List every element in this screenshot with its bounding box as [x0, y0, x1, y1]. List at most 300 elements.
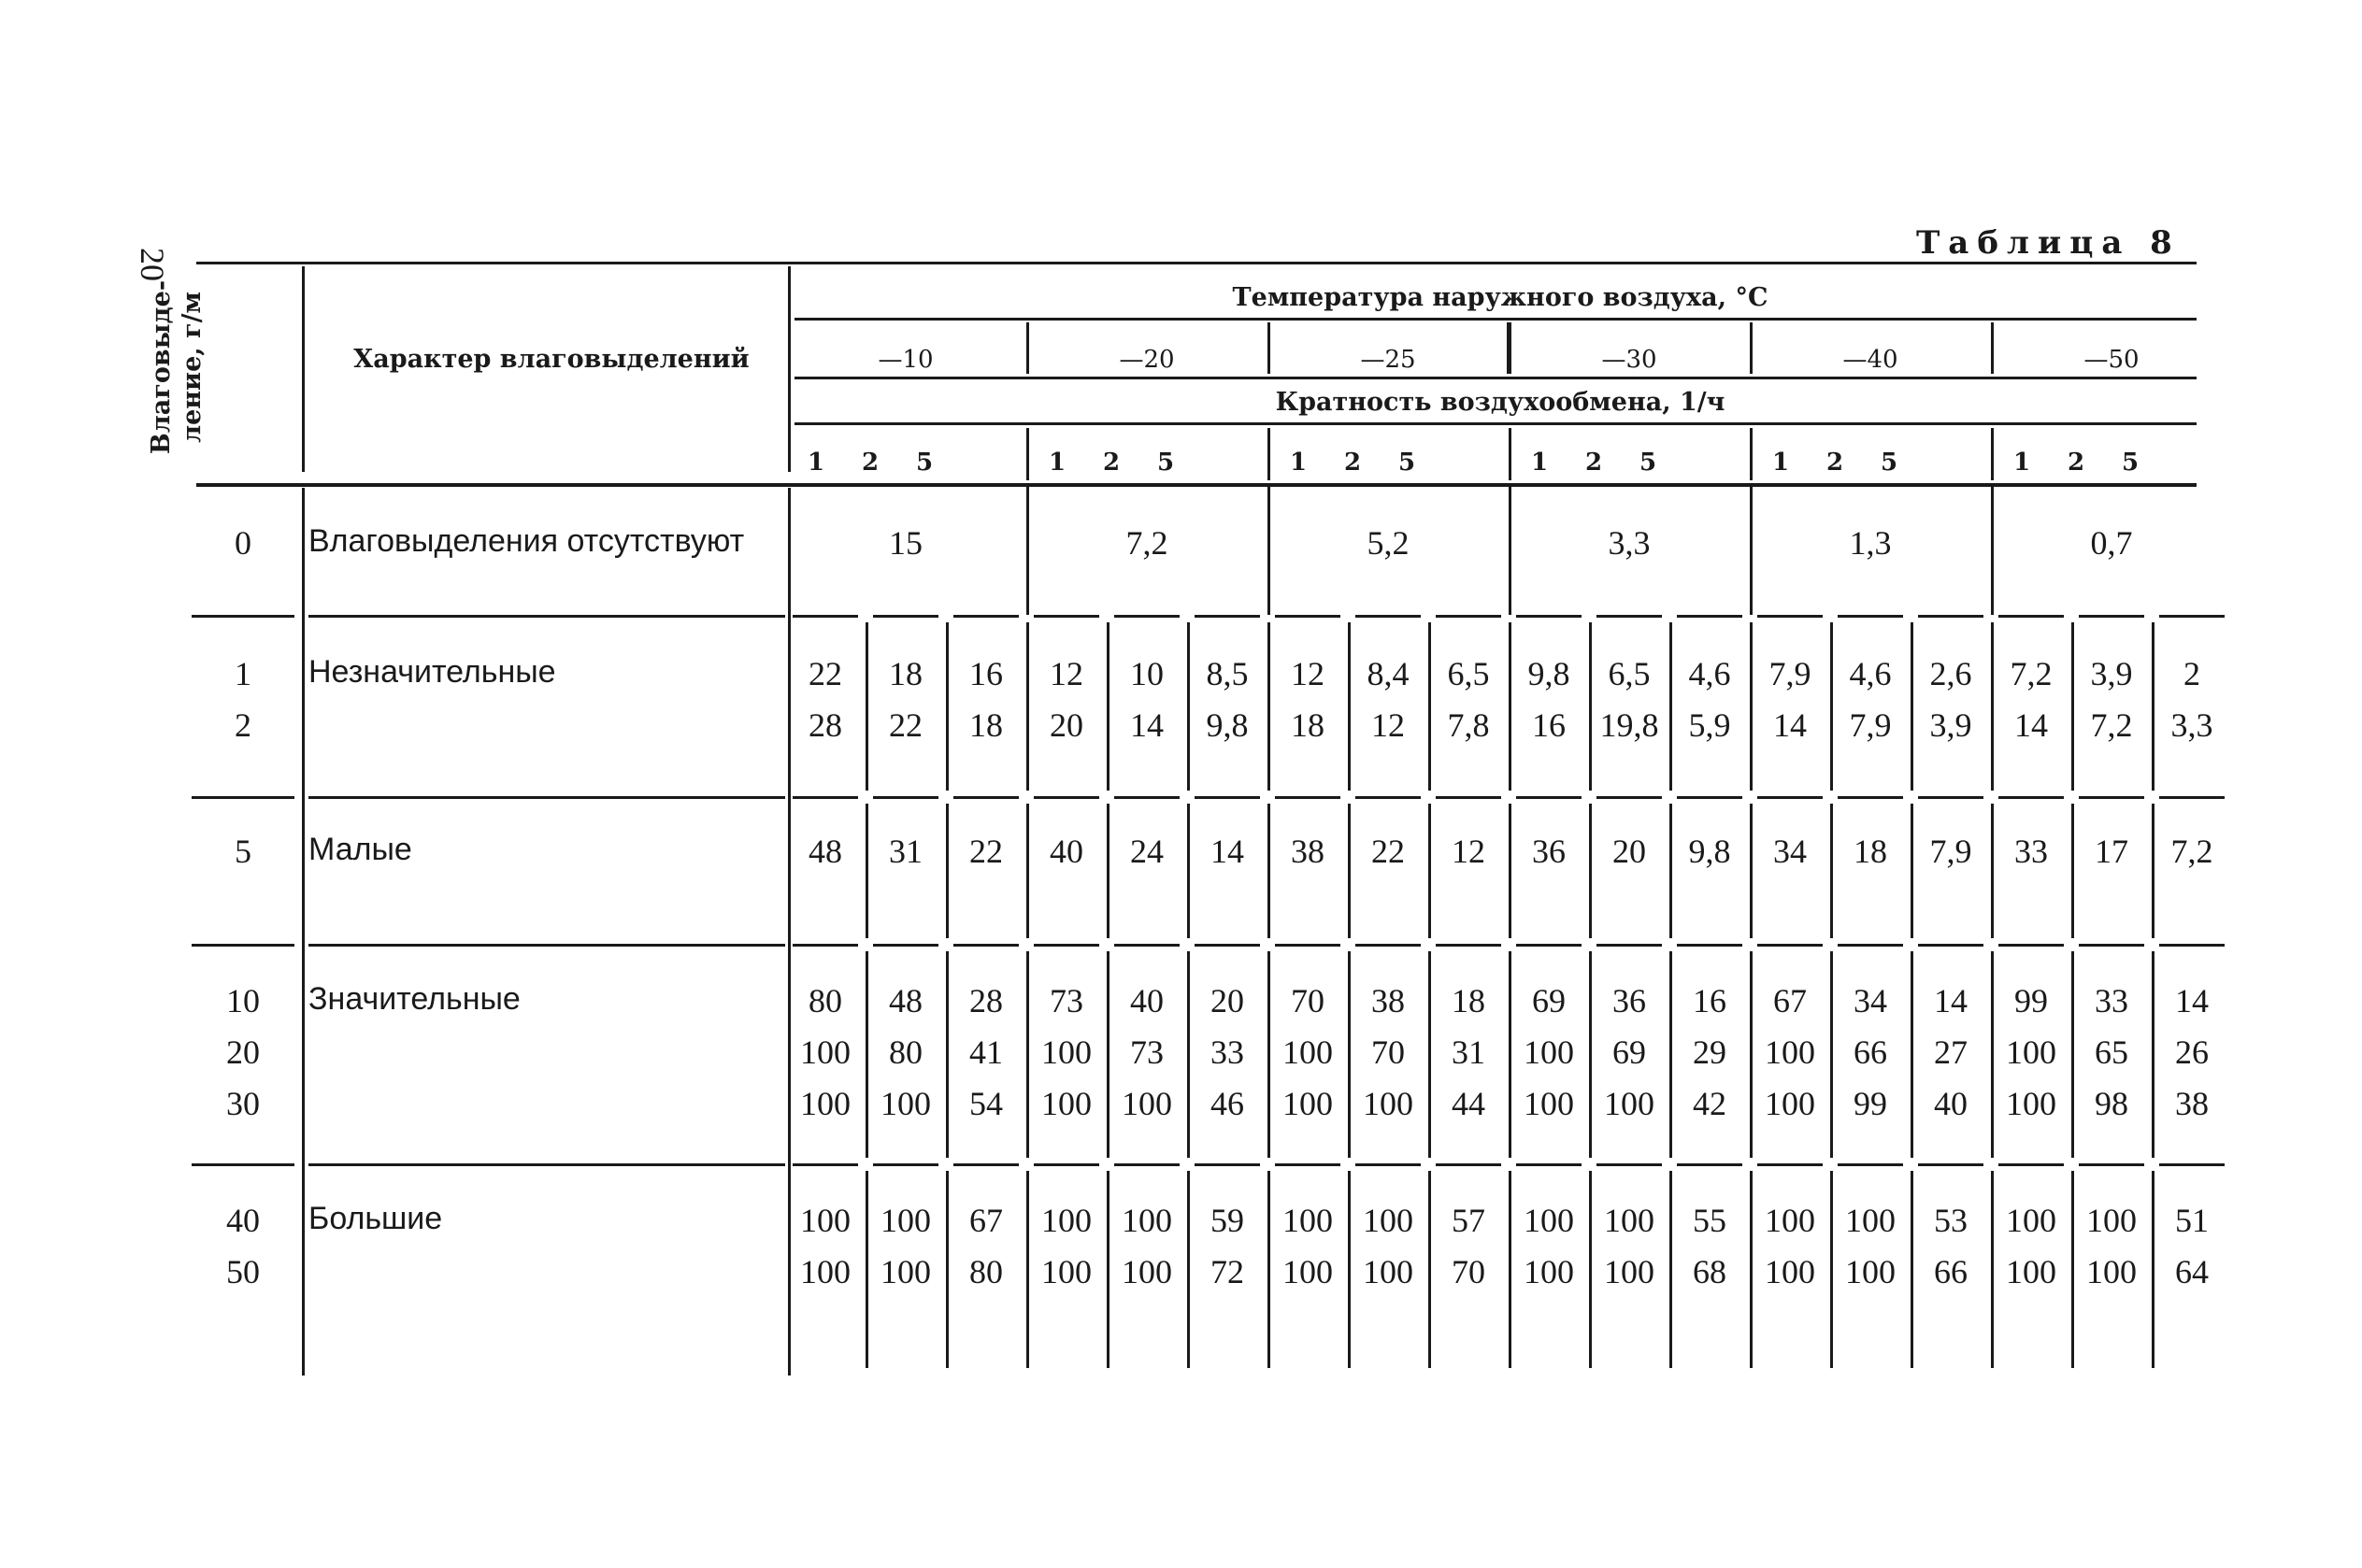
cell-value: 7,2 — [2010, 655, 2053, 692]
cell-value: 65 — [2095, 1033, 2128, 1071]
group-separator-cell — [1918, 1163, 1983, 1166]
moisture-value: 50 — [226, 1253, 260, 1290]
cell-value: 100 — [2006, 1253, 2056, 1290]
group-label: Большие — [308, 1201, 443, 1236]
group-label: Влаговыделения отсутствуют — [308, 523, 745, 559]
column-divider — [1830, 951, 1833, 1158]
cell-value: 100 — [1122, 1085, 1172, 1122]
rate-label: 2 — [861, 449, 880, 477]
cell-value: 100 — [2086, 1202, 2137, 1239]
group-separator-cell — [1516, 1163, 1582, 1166]
column-divider — [946, 622, 949, 791]
column-divider — [866, 1171, 868, 1368]
header-rule-temps — [794, 377, 2197, 379]
temperature-divider — [1026, 322, 1029, 374]
group-separator-cell — [1436, 944, 1501, 947]
column-divider — [1026, 951, 1029, 1158]
exchange-rate-header: Кратность воздухообмена, 1/ч — [1275, 388, 1725, 417]
column-divider — [2152, 1171, 2154, 1368]
cell-value: 22 — [1371, 833, 1405, 870]
column-divider — [1026, 1171, 1029, 1368]
cell-value: 3,9 — [2090, 655, 2133, 692]
group-separator-cell — [1275, 796, 1340, 799]
group-separator-cell — [1516, 615, 1582, 618]
cell-value: 100 — [1282, 1033, 1333, 1071]
cell-value: 100 — [1845, 1253, 1896, 1290]
group-separator-cell — [1034, 615, 1099, 618]
group-separator-cell — [1998, 1163, 2064, 1166]
cell-value: 99 — [2014, 982, 2048, 1019]
temperature-label: —40 — [1842, 346, 1898, 374]
rate-label: 1 — [1289, 449, 1308, 477]
group-separator-cell — [2159, 944, 2225, 947]
cell-value: 9,8 — [1527, 655, 1570, 692]
temperature-label: —10 — [878, 346, 934, 374]
cell-value: 100 — [1041, 1085, 1092, 1122]
merged-value: 3,3 — [1608, 524, 1651, 562]
table-top-rule — [196, 262, 2197, 264]
column-divider — [1107, 1171, 1109, 1368]
group-separator-cell — [953, 944, 1019, 947]
rate-label: 1 — [2012, 449, 2031, 477]
group-separator-label — [308, 1163, 785, 1166]
group-separator-cell — [1436, 796, 1501, 799]
group-separator-label — [308, 796, 785, 799]
cell-value: 100 — [2086, 1253, 2137, 1290]
cell-value: 14 — [1934, 982, 1968, 1019]
group-separator-cell — [873, 944, 938, 947]
cell-value: 67 — [1773, 982, 1807, 1019]
temperature-label: —25 — [1360, 346, 1416, 374]
cell-value: 6,5 — [1447, 655, 1490, 692]
column-divider — [1589, 951, 1592, 1158]
cell-value: 33 — [2095, 982, 2128, 1019]
cell-value: 100 — [1041, 1202, 1092, 1239]
cell-value: 31 — [1452, 1033, 1485, 1071]
column-divider — [866, 951, 868, 1158]
group-separator-cell — [793, 1163, 858, 1166]
temperature-divider — [1507, 322, 1511, 374]
column-divider — [1911, 622, 1913, 791]
cell-value: 73 — [1130, 1033, 1164, 1071]
merged-value: 1,3 — [1849, 524, 1892, 562]
column-divider — [2152, 951, 2154, 1158]
column-divider — [866, 622, 868, 791]
column-divider — [1830, 1171, 1833, 1368]
character-column-header: Характер влаговыделений — [353, 345, 750, 374]
column-divider — [1509, 1171, 1511, 1368]
column-divider — [1348, 622, 1351, 791]
cell-value: 38 — [1291, 833, 1324, 870]
group-separator-cell — [1838, 796, 1903, 799]
cell-value: 100 — [1282, 1202, 1333, 1239]
cell-value: 80 — [969, 1253, 1003, 1290]
group-separator-cell — [1195, 615, 1260, 618]
cell-value: 100 — [800, 1253, 851, 1290]
cell-value: 12 — [1050, 655, 1083, 692]
moisture-value: 2 — [235, 706, 251, 744]
moisture-value: 5 — [235, 833, 251, 870]
column-divider — [1669, 622, 1672, 791]
cell-value: 18 — [1452, 982, 1485, 1019]
column-divider — [1428, 622, 1431, 791]
column-divider — [1026, 622, 1029, 791]
group-separator-cell — [1998, 615, 2064, 618]
column-divider — [2152, 804, 2154, 938]
group-separator-cell — [1918, 615, 1983, 618]
group-separator-cell — [1355, 796, 1421, 799]
group-separator-cell — [2159, 615, 2225, 618]
group-separator-cell — [1998, 944, 2064, 947]
body-vline-moisture — [302, 488, 305, 1376]
group-separator-cell — [1838, 944, 1903, 947]
cell-value: 100 — [1765, 1202, 1815, 1239]
merged-block-divider — [1267, 486, 1270, 615]
group-separator-cell — [2159, 1163, 2225, 1166]
cell-value: 7,9 — [1849, 706, 1892, 744]
group-separator-cell — [953, 796, 1019, 799]
cell-value: 20 — [1050, 706, 1083, 744]
cell-value: 73 — [1050, 982, 1083, 1019]
moisture-value: 20 — [226, 1033, 260, 1071]
cell-value: 100 — [1363, 1253, 1413, 1290]
column-divider — [1589, 804, 1592, 938]
temperature-label: —30 — [1601, 346, 1657, 374]
rate-label: 1 — [1771, 449, 1790, 477]
cell-value: 14 — [1210, 833, 1244, 870]
cell-value: 18 — [1291, 706, 1324, 744]
column-divider — [1348, 951, 1351, 1158]
cell-value: 26 — [2175, 1033, 2209, 1071]
cell-value: 24 — [1130, 833, 1164, 870]
cell-value: 69 — [1612, 1033, 1646, 1071]
group-separator-cell — [1677, 1163, 1742, 1166]
group-separator-cell — [1275, 615, 1340, 618]
group-separator-cell — [1596, 944, 1662, 947]
cell-value: 12 — [1452, 833, 1485, 870]
column-divider — [1107, 804, 1109, 938]
cell-value: 68 — [1693, 1253, 1726, 1290]
cell-value: 14 — [1773, 706, 1807, 744]
group-separator-cell — [1275, 1163, 1340, 1166]
cell-value: 55 — [1693, 1202, 1726, 1239]
group-separator-cell — [1114, 615, 1180, 618]
cell-value: 22 — [889, 706, 923, 744]
cell-value: 28 — [969, 982, 1003, 1019]
cell-value: 12 — [1371, 706, 1405, 744]
column-divider — [1911, 951, 1913, 1158]
group-separator-cell — [1034, 796, 1099, 799]
rate-label: 5 — [2121, 449, 2140, 477]
group-separator-cell — [1838, 1163, 1903, 1166]
cell-value: 27 — [1934, 1033, 1968, 1071]
cell-value: 100 — [1604, 1253, 1654, 1290]
column-divider — [1026, 804, 1029, 938]
cell-value: 100 — [1041, 1033, 1092, 1071]
column-divider — [1509, 622, 1511, 791]
merged-value: 7,2 — [1125, 524, 1168, 562]
group-separator-cell — [1677, 796, 1742, 799]
group-separator-cell — [2079, 615, 2144, 618]
cell-value: 59 — [1210, 1202, 1244, 1239]
column-divider — [1267, 804, 1270, 938]
cell-value: 7,2 — [2170, 833, 2213, 870]
page-number: 20 — [134, 248, 171, 281]
column-divider — [1589, 622, 1592, 791]
temperature-divider — [1750, 322, 1753, 374]
column-divider — [946, 804, 949, 938]
group-separator-cell — [1114, 796, 1180, 799]
cell-value: 14 — [2014, 706, 2048, 744]
header-rule-exchange — [794, 422, 2197, 425]
cell-value: 10 — [1130, 655, 1164, 692]
group-separator-cell — [1998, 796, 2064, 799]
cell-value: 51 — [2175, 1202, 2209, 1239]
group-separator-cell — [1918, 796, 1983, 799]
column-divider — [1187, 622, 1190, 791]
group-separator-cell — [1114, 1163, 1180, 1166]
column-divider — [946, 951, 949, 1158]
cell-value: 100 — [2006, 1033, 2056, 1071]
cell-value: 5,9 — [1688, 706, 1731, 744]
cell-value: 36 — [1532, 833, 1566, 870]
cell-value: 31 — [889, 833, 923, 870]
merged-block-divider — [1991, 486, 1994, 615]
merged-block-divider — [1509, 486, 1511, 615]
group-separator-cell — [1757, 944, 1823, 947]
column-divider — [1187, 951, 1190, 1158]
group-separator-cell — [1195, 796, 1260, 799]
group-separator-cell — [1838, 615, 1903, 618]
cell-value: 7,2 — [2090, 706, 2133, 744]
group-separator-cell — [1436, 615, 1501, 618]
group-separator-cell — [873, 1163, 938, 1166]
moisture-column-header: Влаговыде-ление, г/м — [147, 279, 207, 455]
cell-value: 33 — [1210, 1033, 1244, 1071]
column-divider — [1509, 804, 1511, 938]
moisture-value: 30 — [226, 1085, 260, 1122]
cell-value: 100 — [1765, 1085, 1815, 1122]
group-separator-cell — [1436, 1163, 1501, 1166]
cell-value: 98 — [2095, 1085, 2128, 1122]
rate-label: 5 — [1397, 449, 1416, 477]
cell-value: 7,8 — [1447, 706, 1490, 744]
cell-value: 100 — [1604, 1202, 1654, 1239]
cell-value: 70 — [1371, 1033, 1405, 1071]
column-divider — [1107, 951, 1109, 1158]
rate-divider — [1509, 428, 1511, 480]
rate-divider — [1991, 428, 1994, 480]
cell-value: 100 — [1122, 1202, 1172, 1239]
group-separator-cell — [1195, 944, 1260, 947]
cell-value: 4,6 — [1849, 655, 1892, 692]
cell-value: 57 — [1452, 1202, 1485, 1239]
cell-value: 100 — [2006, 1202, 2056, 1239]
group-separator-cell — [1757, 796, 1823, 799]
cell-value: 100 — [1524, 1085, 1574, 1122]
rate-label: 2 — [1825, 449, 1844, 477]
cell-value: 41 — [969, 1033, 1003, 1071]
group-separator-cell — [1034, 944, 1099, 947]
cell-value: 99 — [1854, 1085, 1887, 1122]
group-separator-cell — [1757, 615, 1823, 618]
column-divider — [1428, 951, 1431, 1158]
group-separator-cell — [1516, 796, 1582, 799]
merged-value: 0,7 — [2090, 524, 2133, 562]
column-divider — [866, 804, 868, 938]
rate-divider — [1026, 428, 1029, 480]
column-divider — [1348, 804, 1351, 938]
cell-value: 18 — [969, 706, 1003, 744]
column-divider — [1669, 951, 1672, 1158]
cell-value: 100 — [1282, 1085, 1333, 1122]
cell-value: 72 — [1210, 1253, 1244, 1290]
cell-value: 40 — [1130, 982, 1164, 1019]
merged-value: 15 — [889, 524, 923, 562]
group-separator-cell — [1596, 796, 1662, 799]
cell-value: 42 — [1693, 1085, 1726, 1122]
group-separator-moisture — [192, 1163, 294, 1166]
group-separator-cell — [793, 615, 858, 618]
column-divider — [2152, 622, 2154, 791]
column-divider — [1187, 1171, 1190, 1368]
group-separator-cell — [1516, 944, 1582, 947]
cell-value: 38 — [2175, 1085, 2209, 1122]
cell-value: 80 — [809, 982, 842, 1019]
cell-value: 19,8 — [1599, 706, 1659, 744]
cell-value: 6,5 — [1608, 655, 1651, 692]
cell-value: 18 — [889, 655, 923, 692]
group-separator-cell — [1355, 1163, 1421, 1166]
cell-value: 46 — [1210, 1085, 1244, 1122]
group-separator-label — [308, 615, 785, 618]
cell-value: 40 — [1934, 1085, 1968, 1122]
column-divider — [1509, 951, 1511, 1158]
cell-value: 100 — [800, 1033, 851, 1071]
column-divider — [1348, 1171, 1351, 1368]
cell-value: 20 — [1210, 982, 1244, 1019]
column-divider — [1830, 804, 1833, 938]
moisture-value: 40 — [226, 1202, 260, 1239]
cell-value: 34 — [1773, 833, 1807, 870]
group-separator-cell — [1757, 1163, 1823, 1166]
cell-value: 54 — [969, 1085, 1003, 1122]
cell-value: 64 — [2175, 1253, 2209, 1290]
rate-label: 2 — [1102, 449, 1121, 477]
group-label: Незначительные — [308, 654, 556, 690]
cell-value: 100 — [1524, 1033, 1574, 1071]
group-separator-cell — [793, 796, 858, 799]
cell-value: 18 — [1854, 833, 1887, 870]
cell-value: 100 — [880, 1202, 931, 1239]
group-separator-cell — [1596, 1163, 1662, 1166]
column-divider — [1911, 804, 1913, 938]
column-divider — [1187, 804, 1190, 938]
cell-value: 67 — [969, 1202, 1003, 1239]
cell-value: 100 — [880, 1085, 931, 1122]
cell-value: 66 — [1934, 1253, 1968, 1290]
group-separator-cell — [1114, 944, 1180, 947]
cell-value: 100 — [1282, 1253, 1333, 1290]
cell-value: 3,9 — [1929, 706, 1972, 744]
cell-value: 70 — [1291, 982, 1324, 1019]
cell-value: 100 — [1845, 1202, 1896, 1239]
cell-value: 48 — [809, 833, 842, 870]
moisture-value: 10 — [226, 982, 260, 1019]
column-divider — [1750, 804, 1753, 938]
cell-value: 69 — [1532, 982, 1566, 1019]
merged-block-divider — [1750, 486, 1753, 615]
temperature-header: Температура наружного воздуха, °С — [1232, 283, 1768, 312]
group-separator-cell — [2079, 1163, 2144, 1166]
cell-value: 100 — [1363, 1085, 1413, 1122]
column-divider — [1991, 1171, 1994, 1368]
group-separator-cell — [873, 615, 938, 618]
cell-value: 48 — [889, 982, 923, 1019]
body-vline-character — [788, 488, 791, 1376]
cell-value: 29 — [1693, 1033, 1726, 1071]
cell-value: 44 — [1452, 1085, 1485, 1122]
cell-value: 100 — [880, 1253, 931, 1290]
temperature-divider — [1991, 322, 1994, 374]
cell-value: 8,4 — [1367, 655, 1410, 692]
column-divider — [1107, 622, 1109, 791]
group-separator-cell — [1355, 944, 1421, 947]
group-separator-cell — [1918, 944, 1983, 947]
cell-value: 66 — [1854, 1033, 1887, 1071]
moisture-value: 1 — [235, 655, 251, 692]
cell-value: 100 — [1041, 1253, 1092, 1290]
temperature-divider — [1267, 322, 1270, 374]
cell-value: 20 — [1612, 833, 1646, 870]
cell-value: 12 — [1291, 655, 1324, 692]
column-divider — [1991, 951, 1994, 1158]
cell-value: 100 — [1765, 1253, 1815, 1290]
cell-value: 38 — [1371, 982, 1405, 1019]
column-divider — [1267, 951, 1270, 1158]
rate-label: 2 — [1343, 449, 1362, 477]
cell-value: 9,8 — [1688, 833, 1731, 870]
moisture-value: 0 — [235, 524, 251, 562]
cell-value: 17 — [2095, 833, 2128, 870]
cell-value: 16 — [969, 655, 1003, 692]
column-divider — [1428, 1171, 1431, 1368]
cell-value: 100 — [800, 1202, 851, 1239]
cell-value: 2,6 — [1929, 655, 1972, 692]
cell-value: 14 — [2175, 982, 2209, 1019]
cell-value: 100 — [1122, 1253, 1172, 1290]
cell-value: 80 — [889, 1033, 923, 1071]
cell-value: 22 — [809, 655, 842, 692]
group-separator-cell — [793, 944, 858, 947]
cell-value: 100 — [1524, 1202, 1574, 1239]
column-divider — [946, 1171, 949, 1368]
cell-value: 36 — [1612, 982, 1646, 1019]
cell-value: 70 — [1452, 1253, 1485, 1290]
cell-value: 100 — [1765, 1033, 1815, 1071]
column-divider — [1750, 622, 1753, 791]
merged-block-divider — [1026, 486, 1029, 615]
rate-label: 1 — [1530, 449, 1549, 477]
rate-label: 5 — [915, 449, 934, 477]
column-divider — [1750, 1171, 1753, 1368]
group-separator-cell — [1677, 944, 1742, 947]
rate-label: 5 — [1880, 449, 1898, 477]
rate-label: 1 — [1048, 449, 1066, 477]
column-divider — [1830, 622, 1833, 791]
group-separator-cell — [1275, 944, 1340, 947]
temperature-label: —20 — [1119, 346, 1175, 374]
